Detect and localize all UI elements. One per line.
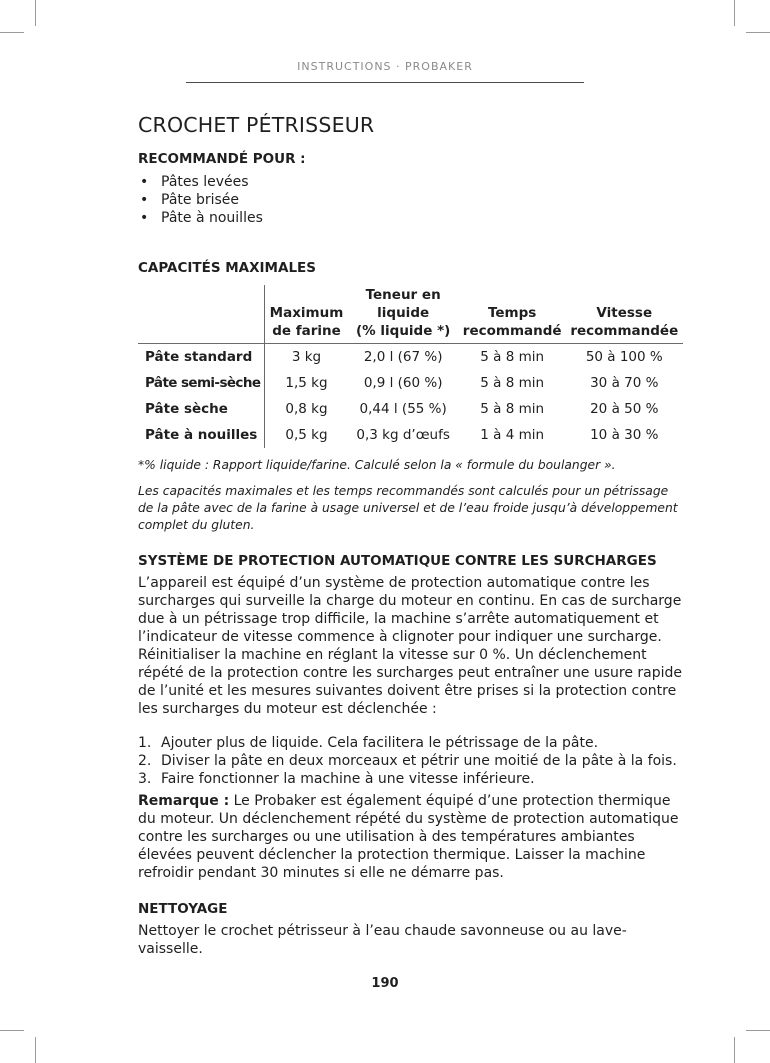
page-content (138, 112, 683, 958)
header-rule (186, 82, 584, 83)
table-cell: 5 à 8 min (459, 344, 566, 371)
crop-mark (35, 1037, 36, 1063)
capacities-table (138, 285, 683, 448)
table-cell: 30 à 70 % (590, 375, 659, 391)
column-header-liquid: Teneur en liquide (% liquide *) (356, 287, 451, 339)
crop-mark (0, 32, 24, 33)
remark-paragraph (138, 792, 683, 882)
column-header-time: Temps recommandé (462, 305, 562, 339)
list-item: • Pâtes levées (138, 173, 683, 191)
table-cell: 5 à 8 min (480, 401, 545, 417)
crop-mark (0, 1030, 24, 1031)
list-item (138, 734, 683, 752)
table-cell: 1 à 4 min (480, 427, 545, 443)
cleaning-text: Nettoyer le crochet pétrisseur à l’eau chaude savonneuse ou au lave-vaisselle. (138, 923, 627, 957)
step-text: Faire fonctionner la machine à une vitesse inférieure. (161, 771, 535, 787)
table-row (138, 396, 683, 422)
table-cell: 0,8 kg (265, 396, 348, 422)
list-item (138, 752, 683, 770)
crop-mark (35, 0, 36, 26)
step-text: Diviser la pâte en deux morceaux et pétrir une moitié de la pâte à la fois. (161, 753, 677, 769)
page-title: CROCHET PÉTRISSEUR (138, 113, 375, 137)
column-header-max-flour: Maximum de farine (265, 285, 348, 344)
table-corner (138, 285, 265, 344)
step-number: 3. (138, 771, 152, 787)
overload-paragraph: L’appareil est équipé d’un système de protection automatique contre les surcharges qui surveille la charge du moteur en continu. En cas de surcharge due à un pétrissage trop difficile, la machine s’arrête automatiquement et l’indicateur de vitesse commence à clignoter pour indiquer une surcharge. Réinitialiser la machine en réglant la vitesse sur 0 %. Un déclenchement répété de la protection contre les surcharges peut entraîner une usure rapide de l’unité et les mesures suivantes doivent être prises si la protection contre les surcharges du moteur est déclenchée : (138, 575, 683, 717)
running-head: INSTRUCTIONS · PROBAKER (297, 60, 473, 73)
overload-heading: SYSTÈME DE PROTECTION AUTOMATIQUE CONTRE LES SURCHARGES (138, 553, 657, 569)
table-cell: 1,5 kg (265, 370, 348, 396)
table-cell: 3 kg (265, 344, 348, 371)
list-item: • Pâte à nouilles (138, 209, 683, 227)
list-item (138, 770, 683, 788)
crop-mark (746, 32, 770, 33)
crop-mark (734, 1037, 735, 1063)
table-cell: 0,5 kg (265, 422, 348, 448)
capacities-heading: CAPACITÉS MAXIMALES (138, 260, 316, 276)
table-header-row (138, 285, 683, 344)
remark-text: Le Probaker est également équipé d’une protection thermique du moteur. Un déclenchement répété du système de protection automatique contre les surcharges ou une utilisation à des températures ambiantes élevées peuvent déclencher la protection thermique. Laisser la machine refroidir pendant 30 minutes si elle ne démarre pas. (138, 793, 679, 881)
crop-mark (734, 0, 735, 26)
crop-mark (746, 1030, 770, 1031)
row-label: Pâte sèche (145, 401, 228, 417)
step-number: 2. (138, 753, 152, 769)
remark-label: Remarque : (138, 793, 230, 809)
capacities-note: Les capacités maximales et les temps recommandés sont calculés pour un pétrissage de la pâte avec de la farine à usage universel et de l’eau froide jusqu’à développement complet du gluten. (138, 484, 678, 532)
column-header-speed: Vitesse recommandée (570, 305, 679, 339)
list-item: • Pâte brisée (138, 191, 683, 209)
table-cell: 50 à 100 % (566, 344, 683, 371)
step-number: 1. (138, 735, 152, 751)
table-cell: 2,0 l (67 %) (348, 344, 459, 371)
page-number: 190 (371, 976, 399, 991)
table-cell: 0,9 l (60 %) (363, 375, 443, 391)
row-label: Pâte à nouilles (145, 427, 258, 443)
table-row (138, 422, 683, 448)
table-cell: 20 à 50 % (590, 401, 659, 417)
cleaning-heading: NETTOYAGE (138, 901, 228, 917)
table-footnote: *% liquide : Rapport liquide/farine. Calculé selon la « formule du boulanger ». (138, 458, 616, 472)
table-row (138, 370, 683, 396)
row-label: Pâte semi-sèche (145, 375, 261, 391)
table-cell: 0,3 kg d’œufs (356, 427, 450, 443)
recommended-heading: RECOMMANDÉ POUR : (138, 151, 306, 167)
overload-steps (138, 734, 683, 788)
table-cell: 0,44 l (55 %) (359, 401, 447, 417)
step-text: Ajouter plus de liquide. Cela facilitera le pétrissage de la pâte. (161, 735, 599, 751)
table-cell: 5 à 8 min (480, 375, 545, 391)
row-label: Pâte standard (138, 344, 265, 371)
recommended-list (138, 173, 683, 227)
table-row (138, 344, 683, 371)
table-cell: 10 à 30 % (590, 427, 659, 443)
